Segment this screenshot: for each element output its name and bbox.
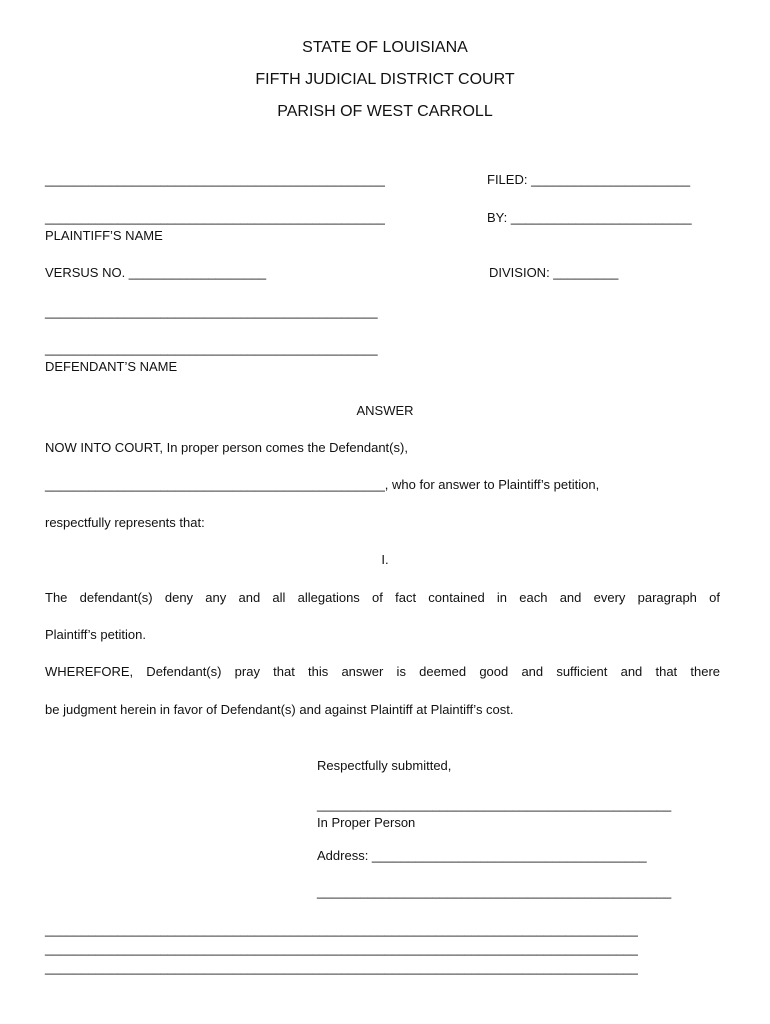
address-field: Address: ______________________________________ [317, 848, 647, 863]
division-field: DIVISION: _________ [489, 265, 619, 280]
filed-field: FILED: ______________________ [487, 172, 691, 187]
footer-line-3: __________________________________________________________________________________ [45, 960, 638, 975]
plaintiff-line-1: _______________________________________________ [45, 172, 385, 187]
parish-heading: PARISH OF WEST CARROLL [277, 103, 493, 120]
intro-line-2: _______________________________________________, who for answer to Plaintiff’s petition, [45, 477, 600, 492]
address-line-2: _________________________________________________ [317, 884, 672, 899]
section-number: I. [381, 552, 389, 567]
intro-line-3: respectfully represents that: [45, 515, 205, 530]
defendant-name-label: DEFENDANT’S NAME [45, 359, 178, 374]
in-proper-person-label: In Proper Person [317, 815, 416, 830]
defendant-line-1: ______________________________________________ [45, 304, 378, 319]
plaintiff-line-2: _______________________________________________ [45, 210, 385, 225]
wherefore-paragraph-line-1: WHEREFORE, Defendant(s) pray that this answer is deemed good and sufficient and that there [45, 664, 720, 679]
footer-line-1: __________________________________________________________________________________ [45, 922, 638, 937]
closing-text: Respectfully submitted, [317, 758, 452, 773]
court-state-heading: STATE OF LOUISIANA [302, 39, 468, 56]
versus-number-field: VERSUS NO. ___________________ [45, 265, 267, 280]
signature-line: _________________________________________________ [317, 797, 672, 812]
document-title: ANSWER [356, 403, 414, 418]
deny-paragraph-line-2: Plaintiff’s petition. [45, 627, 146, 642]
court-name-heading: FIFTH JUDICIAL DISTRICT COURT [255, 71, 515, 88]
plaintiff-name-label: PLAINTIFF’S NAME [45, 228, 163, 243]
footer-line-2: __________________________________________________________________________________ [45, 941, 638, 956]
wherefore-paragraph-line-2: be judgment herein in favor of Defendant(s) and against Plaintiff at Plaintiff’s cost. [45, 702, 514, 717]
defendant-line-2: ______________________________________________ [45, 341, 378, 356]
intro-line-1: NOW INTO COURT, In proper person comes the Defendant(s), [45, 440, 408, 455]
by-field: BY: _________________________ [487, 210, 692, 225]
deny-paragraph-line-1: The defendant(s) deny any and all allegations of fact contained in each and every paragraph of [45, 590, 720, 605]
